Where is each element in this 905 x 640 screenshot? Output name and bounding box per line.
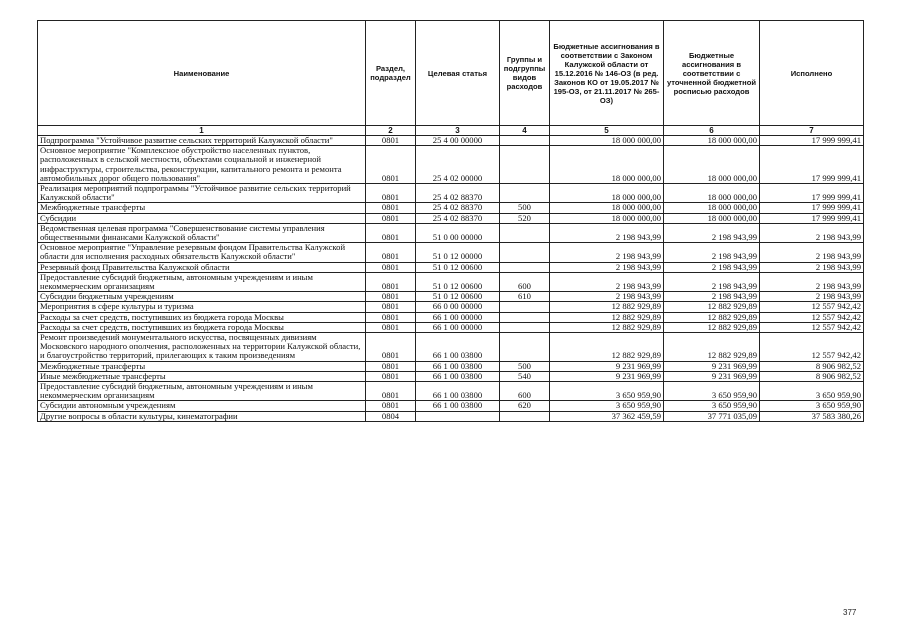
table-row xyxy=(38,312,864,322)
row-group-cell xyxy=(500,333,550,362)
row-name-cell: Субсидии бюджетным учреждениям xyxy=(38,292,366,302)
row-section-cell: 0801 xyxy=(366,146,416,184)
budget-table xyxy=(37,20,864,422)
row-law-amount-cell: 37 362 459,59 xyxy=(550,411,664,421)
row-group-cell: 500 xyxy=(500,361,550,371)
row-target-cell: 25 4 02 00000 xyxy=(416,146,500,184)
table-row xyxy=(38,136,864,146)
row-target-cell: 66 1 00 00000 xyxy=(416,322,500,332)
row-executed-amount-cell: 12 557 942,42 xyxy=(760,302,864,312)
table-row xyxy=(38,382,864,401)
row-refined-amount-cell: 12 882 929,89 xyxy=(664,322,760,332)
row-executed-amount-cell: 3 650 959,90 xyxy=(760,382,864,401)
row-refined-amount-cell: 2 198 943,99 xyxy=(664,223,760,242)
row-refined-amount-cell: 37 771 035,09 xyxy=(664,411,760,421)
row-executed-amount-cell: 17 999 999,41 xyxy=(760,136,864,146)
row-name-cell: Мероприятия в сфере культуры и туризма xyxy=(38,302,366,312)
row-target-cell: 51 0 00 00000 xyxy=(416,223,500,242)
row-law-amount-cell: 12 882 929,89 xyxy=(550,302,664,312)
row-law-amount-cell: 12 882 929,89 xyxy=(550,312,664,322)
row-group-cell: 620 xyxy=(500,401,550,411)
row-section-cell: 0801 xyxy=(366,213,416,223)
row-group-cell xyxy=(500,322,550,332)
row-law-amount-cell: 2 198 943,99 xyxy=(550,272,664,291)
column-number: 5 xyxy=(550,126,664,136)
table-row xyxy=(38,272,864,291)
row-target-cell: 51 0 12 00600 xyxy=(416,262,500,272)
row-target-cell: 66 0 00 00000 xyxy=(416,302,500,312)
page-number: 377 xyxy=(843,608,857,617)
row-section-cell: 0801 xyxy=(366,302,416,312)
row-target-cell: 66 1 00 00000 xyxy=(416,312,500,322)
row-group-cell: 540 xyxy=(500,371,550,381)
row-name-cell: Ремонт произведений монументального искусства, посвященных дивизиям Московского народного ополчения, расположенных на территории Калужской области, и благоустройство территорий, прилегающих к таким произведениям xyxy=(38,333,366,362)
row-law-amount-cell: 12 882 929,89 xyxy=(550,333,664,362)
table-row xyxy=(38,302,864,312)
row-name-cell: Другие вопросы в области культуры, кинематографии xyxy=(38,411,366,421)
row-target-cell xyxy=(416,411,500,421)
row-executed-amount-cell: 17 999 999,41 xyxy=(760,184,864,203)
row-section-cell: 0801 xyxy=(366,322,416,332)
header-row xyxy=(38,21,864,126)
row-law-amount-cell: 12 882 929,89 xyxy=(550,322,664,332)
row-law-amount-cell: 2 198 943,99 xyxy=(550,262,664,272)
row-section-cell: 0804 xyxy=(366,411,416,421)
row-section-cell: 0801 xyxy=(366,223,416,242)
row-section-cell: 0801 xyxy=(366,312,416,322)
column-number: 3 xyxy=(416,126,500,136)
column-number: 2 xyxy=(366,126,416,136)
row-executed-amount-cell: 2 198 943,99 xyxy=(760,272,864,291)
row-name-cell: Межбюджетные трансферты xyxy=(38,361,366,371)
row-refined-amount-cell: 3 650 959,90 xyxy=(664,382,760,401)
row-target-cell: 51 0 12 00600 xyxy=(416,272,500,291)
header-groups: Группы и подгруппы видов расходов xyxy=(500,21,550,126)
row-target-cell: 66 1 00 03800 xyxy=(416,361,500,371)
table-row xyxy=(38,146,864,184)
row-executed-amount-cell: 2 198 943,99 xyxy=(760,292,864,302)
table-row xyxy=(38,292,864,302)
row-name-cell: Основное мероприятие "Комплексное обустройство населенных пунктов, расположенных в сельской местности, объектами социальной и инженерной инфраструктуры, строительства, реконструкции, капитального ремонта и ремонта автомобильных дорог общего пользования" xyxy=(38,146,366,184)
row-refined-amount-cell: 2 198 943,99 xyxy=(664,262,760,272)
row-law-amount-cell: 9 231 969,99 xyxy=(550,361,664,371)
row-target-cell: 25 4 02 88370 xyxy=(416,203,500,213)
row-executed-amount-cell: 2 198 943,99 xyxy=(760,223,864,242)
row-refined-amount-cell: 3 650 959,90 xyxy=(664,401,760,411)
row-executed-amount-cell: 17 999 999,41 xyxy=(760,203,864,213)
row-group-cell: 600 xyxy=(500,382,550,401)
row-target-cell: 51 0 12 00600 xyxy=(416,292,500,302)
row-group-cell xyxy=(500,262,550,272)
header-executed: Исполнено xyxy=(760,21,864,126)
row-name-cell: Расходы за счет средств, поступивших из бюджета города Москвы xyxy=(38,322,366,332)
header-target: Целевая статья xyxy=(416,21,500,126)
row-law-amount-cell: 18 000 000,00 xyxy=(550,203,664,213)
row-executed-amount-cell: 12 557 942,42 xyxy=(760,322,864,332)
row-law-amount-cell: 18 000 000,00 xyxy=(550,146,664,184)
row-refined-amount-cell: 18 000 000,00 xyxy=(664,136,760,146)
row-name-cell: Субсидии автономным учреждениям xyxy=(38,401,366,411)
row-refined-amount-cell: 18 000 000,00 xyxy=(664,184,760,203)
row-law-amount-cell: 9 231 969,99 xyxy=(550,371,664,381)
row-name-cell: Резервный фонд Правительства Калужской области xyxy=(38,262,366,272)
header-refined-allocations: Бюджетные ассигнования в соответствии с уточненной бюджетной росписью расходов xyxy=(664,21,760,126)
table-row xyxy=(38,262,864,272)
column-number: 4 xyxy=(500,126,550,136)
row-refined-amount-cell: 2 198 943,99 xyxy=(664,243,760,262)
row-law-amount-cell: 18 000 000,00 xyxy=(550,136,664,146)
row-refined-amount-cell: 18 000 000,00 xyxy=(664,213,760,223)
row-executed-amount-cell: 3 650 959,90 xyxy=(760,401,864,411)
row-target-cell: 25 4 00 00000 xyxy=(416,136,500,146)
table-row xyxy=(38,333,864,362)
column-number-row xyxy=(38,126,864,136)
row-target-cell: 25 4 02 88370 xyxy=(416,184,500,203)
row-name-cell: Субсидии xyxy=(38,213,366,223)
row-name-cell: Реализация мероприятий подпрограммы "Устойчивое развитие сельских территорий Калужской области" xyxy=(38,184,366,203)
table-row xyxy=(38,243,864,262)
row-executed-amount-cell: 8 906 982,52 xyxy=(760,371,864,381)
column-number: 6 xyxy=(664,126,760,136)
row-law-amount-cell: 2 198 943,99 xyxy=(550,243,664,262)
row-law-amount-cell: 2 198 943,99 xyxy=(550,223,664,242)
row-group-cell: 520 xyxy=(500,213,550,223)
row-section-cell: 0801 xyxy=(366,262,416,272)
row-target-cell: 25 4 02 88370 xyxy=(416,213,500,223)
row-group-cell xyxy=(500,302,550,312)
row-section-cell: 0801 xyxy=(366,382,416,401)
row-refined-amount-cell: 9 231 969,99 xyxy=(664,371,760,381)
row-executed-amount-cell: 12 557 942,42 xyxy=(760,312,864,322)
table-row xyxy=(38,361,864,371)
header-law-allocations: Бюджетные ассигнования в соответствии с Законом Калужской области от 15.12.2016 № 146-ОЗ (в ред. Законов КО от 19.05.2017 № 195-ОЗ, от 21.11.2017 № 265-ОЗ) xyxy=(550,21,664,126)
row-section-cell: 0801 xyxy=(366,184,416,203)
table-row xyxy=(38,411,864,421)
row-law-amount-cell: 3 650 959,90 xyxy=(550,382,664,401)
row-group-cell: 600 xyxy=(500,272,550,291)
row-section-cell: 0801 xyxy=(366,371,416,381)
row-section-cell: 0801 xyxy=(366,361,416,371)
row-name-cell: Предоставление субсидий бюджетным, автономным учреждениям и иным некоммерческим организациям xyxy=(38,272,366,291)
row-group-cell xyxy=(500,223,550,242)
row-law-amount-cell: 18 000 000,00 xyxy=(550,213,664,223)
row-executed-amount-cell: 12 557 942,42 xyxy=(760,333,864,362)
row-refined-amount-cell: 2 198 943,99 xyxy=(664,272,760,291)
row-law-amount-cell: 18 000 000,00 xyxy=(550,184,664,203)
row-section-cell: 0801 xyxy=(366,203,416,213)
row-refined-amount-cell: 18 000 000,00 xyxy=(664,146,760,184)
row-executed-amount-cell: 37 583 380,26 xyxy=(760,411,864,421)
row-target-cell: 66 1 00 03800 xyxy=(416,401,500,411)
row-target-cell: 66 1 00 03800 xyxy=(416,382,500,401)
column-number: 1 xyxy=(38,126,366,136)
row-section-cell: 0801 xyxy=(366,401,416,411)
row-executed-amount-cell: 17 999 999,41 xyxy=(760,146,864,184)
row-law-amount-cell: 3 650 959,90 xyxy=(550,401,664,411)
row-name-cell: Подпрограмма "Устойчивое развитие сельских территорий Калужской области" xyxy=(38,136,366,146)
row-executed-amount-cell: 17 999 999,41 xyxy=(760,213,864,223)
row-executed-amount-cell: 2 198 943,99 xyxy=(760,262,864,272)
row-refined-amount-cell: 9 231 969,99 xyxy=(664,361,760,371)
row-group-cell xyxy=(500,184,550,203)
row-group-cell xyxy=(500,146,550,184)
row-group-cell xyxy=(500,411,550,421)
row-law-amount-cell: 2 198 943,99 xyxy=(550,292,664,302)
row-executed-amount-cell: 8 906 982,52 xyxy=(760,361,864,371)
row-target-cell: 66 1 00 03800 xyxy=(416,371,500,381)
row-name-cell: Межбюджетные трансферты xyxy=(38,203,366,213)
row-section-cell: 0801 xyxy=(366,272,416,291)
column-number: 7 xyxy=(760,126,864,136)
header-name: Наименование xyxy=(38,21,366,126)
row-refined-amount-cell: 12 882 929,89 xyxy=(664,302,760,312)
row-section-cell: 0801 xyxy=(366,292,416,302)
row-refined-amount-cell: 18 000 000,00 xyxy=(664,203,760,213)
table-row xyxy=(38,223,864,242)
row-group-cell: 610 xyxy=(500,292,550,302)
row-target-cell: 51 0 12 00000 xyxy=(416,243,500,262)
row-target-cell: 66 1 00 03800 xyxy=(416,333,500,362)
row-group-cell xyxy=(500,312,550,322)
table-row xyxy=(38,184,864,203)
row-group-cell: 500 xyxy=(500,203,550,213)
row-refined-amount-cell: 12 882 929,89 xyxy=(664,312,760,322)
table-row xyxy=(38,401,864,411)
row-group-cell xyxy=(500,243,550,262)
table-row xyxy=(38,322,864,332)
row-refined-amount-cell: 12 882 929,89 xyxy=(664,333,760,362)
table-row xyxy=(38,213,864,223)
row-refined-amount-cell: 2 198 943,99 xyxy=(664,292,760,302)
table-row xyxy=(38,203,864,213)
header-section: Раздел, подраздел xyxy=(366,21,416,126)
row-name-cell: Предоставление субсидий бюджетным, автономным учреждениям и иным некоммерческим организациям xyxy=(38,382,366,401)
row-name-cell: Иные межбюджетные трансферты xyxy=(38,371,366,381)
row-section-cell: 0801 xyxy=(366,333,416,362)
row-name-cell: Основное мероприятие "Управление резервным фондом Правительства Калужской области для исполнения расходных обязательств Калужской области" xyxy=(38,243,366,262)
row-name-cell: Расходы за счет средств, поступивших из бюджета города Москвы xyxy=(38,312,366,322)
row-group-cell xyxy=(500,136,550,146)
row-section-cell: 0801 xyxy=(366,243,416,262)
table-row xyxy=(38,371,864,381)
row-name-cell: Ведомственная целевая программа "Совершенствование системы управления общественными финансами Калужской области" xyxy=(38,223,366,242)
row-section-cell: 0801 xyxy=(366,136,416,146)
row-executed-amount-cell: 2 198 943,99 xyxy=(760,243,864,262)
